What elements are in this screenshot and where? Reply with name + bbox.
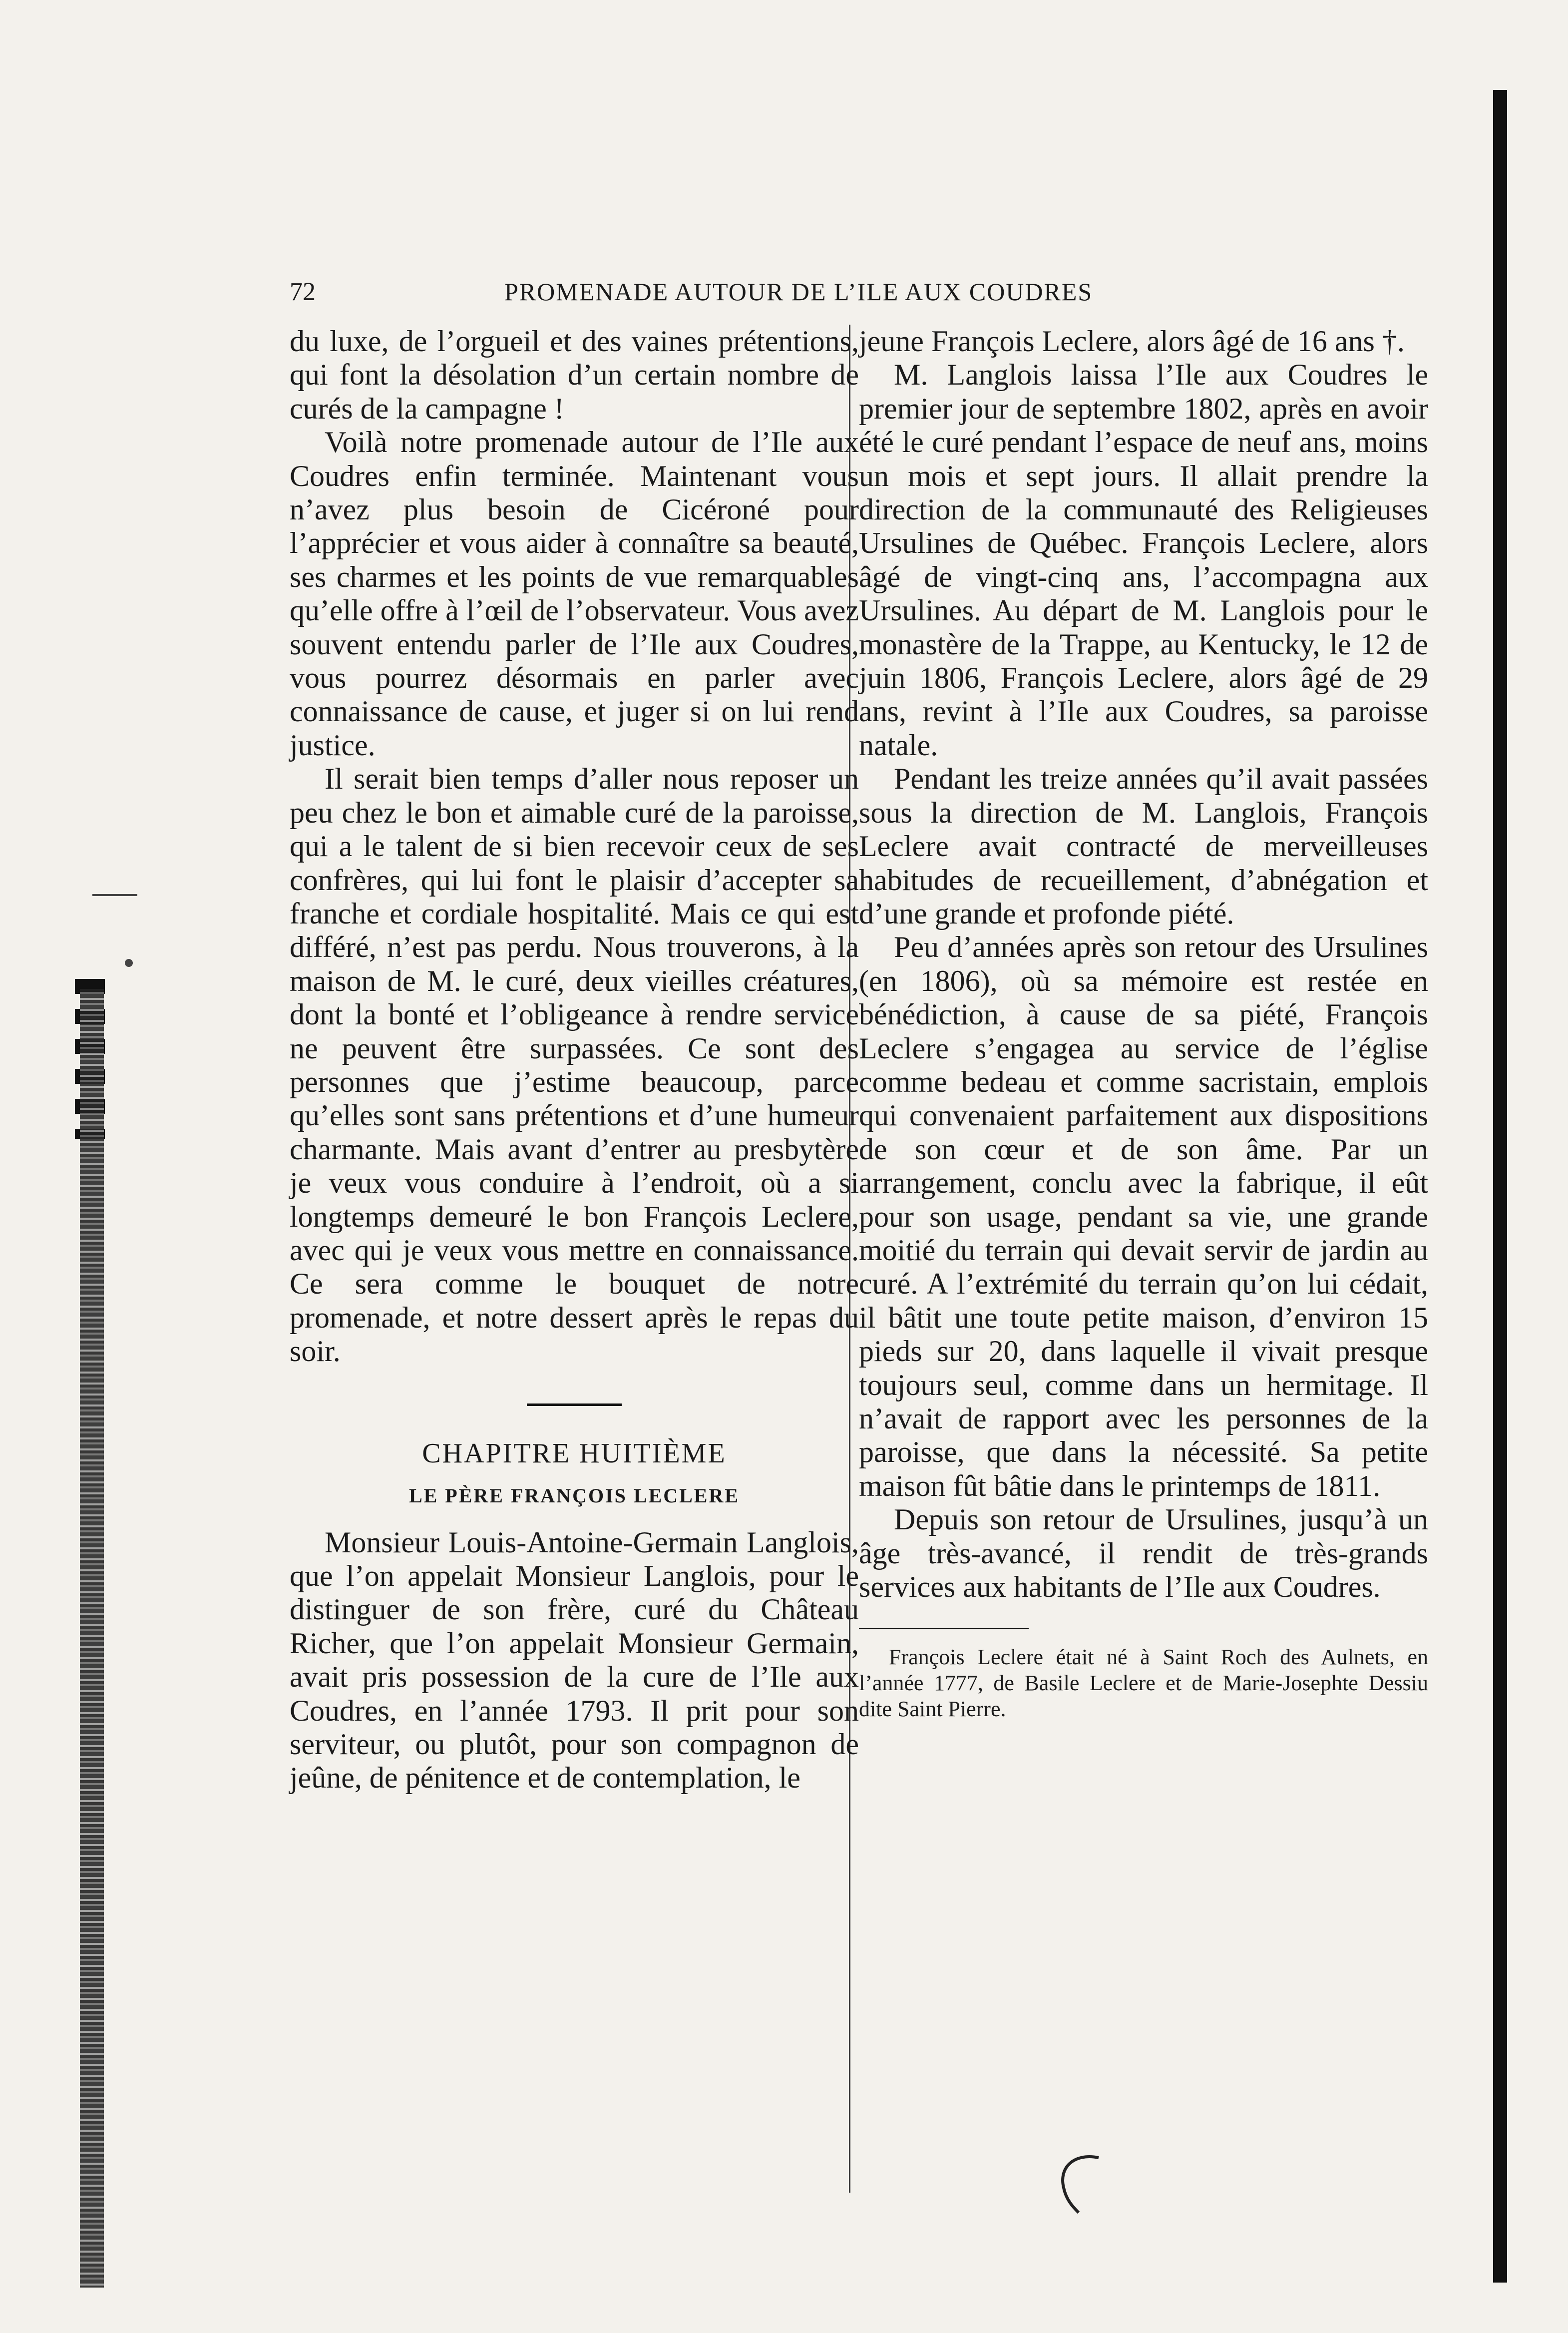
page-number: 72 (290, 278, 316, 306)
paragraph: jeune François Leclere, alors âgé de 16 ans †. (859, 325, 1405, 358)
paragraph: Peu d’années après son retour des Ursulines (en 1806), où sa mémoire est restée en bénédiction, à cause de sa piété, François Leclere s’engagea au service de l’église comme bedeau et comme sacristain, emplois qui convenaient parfaitement aux dispositions de son cœur et de son âme. Par un arrangement, conclu avec la fabrique, il eût pour son usage, pendant sa vie, une grande moitié du terrain qui devait servir de jardin au curé. A l’extrémité du terrain qu’on lui cédait, il bâtit une toute petite maison, d’environ 15 pieds sur 20, dans laquelle il vivait presque toujours seul, comme dans un hermitage. Il n’avait de rapport avec les personnes de la paroisse, que dans la nécessité. Sa petite maison fût bâtie dans le printemps de 1811. (859, 931, 1428, 1502)
paragraph: Depuis son retour de Ursulines, jusqu’à un âge très-avancé, il rendit de très-grands services aux habitants de l’Ile aux Coudres. (859, 1503, 1428, 1604)
paragraph: Voilà notre promenade autour de l’Ile aux Coudres enfin terminée. Maintenant vous n’avez plus besoin de Cicéroné pour l’apprécier et vous aider à connaître sa beauté, ses charmes et les points de vue remarquables qu’elle offre à l’œil de l’observateur. Vous avez souvent entendu parler de l’Ile aux Coudres, vous pourrez désormais en parler avec connaissance de cause, et juger si on lui rend justice. (290, 426, 859, 762)
chapter-title: CHAPITRE HUITIÈME (422, 1437, 727, 1469)
paragraph: M. Langlois laissa l’Ile aux Coudres le premier jour de septembre 1802, après en avoir été le curé pendant l’espace de neuf ans, moins un mois et sept jours. Il allait prendre la direction de la communauté des Religieuses Ursulines de Québec. François Leclere, alors âgé de vingt-cinq ans, l’accompagna aux Ursulines. Au départ de M. Langlois pour le monastère de la Trappe, au Kentucky, le 12 de juin 1806, François Leclere, alors âgé de 29 ans, revint à l’Ile aux Coudres, sa paroisse natale. (859, 358, 1428, 762)
stray-mark (92, 894, 137, 896)
paragraph: Il serait bien temps d’aller nous reposer un peu chez le bon et aimable curé de la paroisse, qui a le talent de si bien recevoir ceux de ses confrères, qui lui font le plaisir d’accepter sa franche et cordiale hospitalité. Mais ce qui est différé, n’est pas perdu. Nous trouverons, à la maison de M. le curé, deux vieilles créatures, dont la bonté et l’obligeance à rendre service ne peuvent être surpassées. Ce sont des personnes que j’estime beaucoup, parce qu’elles sont sans prétentions et d’une humeur charmante. Mais avant d’entrer au presbytère je veux vous conduire à l’endroit, où a si longtemps demeuré le bon François Leclere, avec qui je veux vous mettre en connaissance. Ce sera comme le bouquet de notre promenade, et notre dessert après le repas du soir. (290, 762, 859, 1368)
paragraph: du luxe, de l’orgueil et des vaines prétentions, qui font la désolation d’un certain nombre de curés de la campagne ! (290, 325, 859, 425)
paragraph: Pendant les treize années qu’il avait passées sous la direction de M. Langlois, François Leclere avait contracté de merveilleuses habitudes de recueillement, d’abnégation et d’une grande et profonde piété. (859, 762, 1428, 930)
pen-mark-icon (1044, 2148, 1114, 2218)
page-edge-bar (1493, 90, 1507, 2283)
footnote: François Leclere était né à Saint Roch des Aulnets, en l’année 1777, de Basile Leclere et de Marie-Josephte Dessiu dite Saint Pierre. (859, 1645, 1428, 1722)
stray-mark (125, 959, 133, 967)
left-column (290, 325, 859, 1795)
scan-noise-strip (80, 989, 104, 2288)
section-rule (527, 1403, 622, 1406)
running-head (290, 277, 1438, 317)
running-title: PROMENADE AUTOUR DE L’ILE AUX COUDRES (504, 278, 1093, 306)
footnote-rule (859, 1628, 1029, 1629)
paragraph: Monsieur Louis-Antoine-Germain Langlois, que l’on appelait Monsieur Langlois, pour le distinguer de son frère, curé du Château Richer, que l’on appelait Monsieur Germain, avait pris possession de la cure de l’Ile aux Coudres, en l’année 1793. Il prit pour son serviteur, ou plutôt, pour son compagnon de jeûne, de pénitence et de contemplation, le (290, 1525, 859, 1795)
right-column (859, 325, 1428, 1722)
chapter-subtitle: LE PÈRE FRANÇOIS LECLERE (408, 1484, 740, 1507)
